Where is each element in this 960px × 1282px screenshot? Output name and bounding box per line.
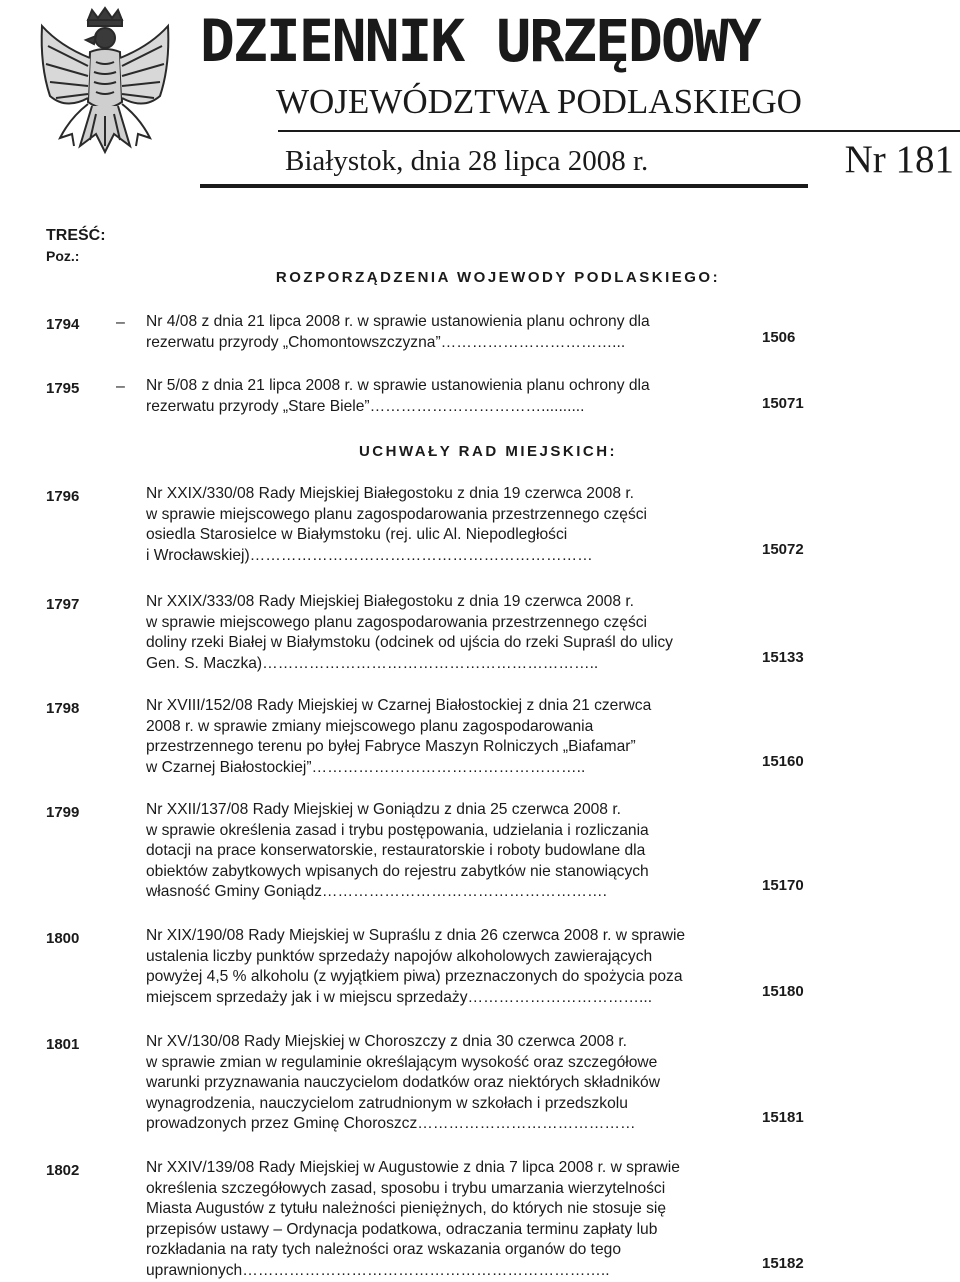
entry-line: osiedla Starosielce w Białymstoku (rej. ulic Al. Niepodległości	[146, 526, 568, 544]
entry-last-line: i Wrocławskiej)…………………………………………………………	[146, 546, 593, 564]
entry-line: warunki przyznawania nauczycielom dodatków oraz niektórych składników	[146, 1074, 660, 1092]
eagle-emblem-icon	[30, 6, 180, 184]
entry-page: 15072	[762, 541, 804, 558]
entry-line: powyżej 4,5 % alkoholu (z wyjątkiem piwa) przeznaczonych do spożycia poza	[146, 968, 683, 986]
entry-text	[146, 484, 744, 566]
entry-line: dotacji na prace konserwatorskie, restauratorskie i roboty budowlane dla	[146, 842, 646, 860]
entry-line: w sprawie określenia zasad i trybu postępowania, udzielania i rozliczania	[146, 821, 649, 839]
entry-line: ustalenia liczby punktów sprzedaży napojów alkoholowych zawierających	[146, 947, 653, 965]
entry-page: 15160	[762, 753, 804, 770]
entry-line: przepisów ustawy – Ordynacja podatkowa, odraczania terminu zapłaty lub	[146, 1220, 658, 1238]
entry-line: Nr XV/130/08 Rady Miejskiej w Choroszczy z dnia 30 czerwca 2008 r.	[146, 1033, 628, 1050]
entry-last-line: uprawnionych……………………………………………………………..	[146, 1261, 610, 1279]
entry-page: 15170	[762, 877, 804, 894]
entry-line: Nr XIX/190/08 Rady Miejskiej w Supraślu z dnia 26 czerwca 2008 r. w sprawie	[146, 927, 686, 944]
header-rule-bottom	[200, 184, 808, 188]
entry-last-line: rezerwatu przyrody „Chomontowszczyzna”……………………………...	[146, 333, 626, 351]
entry-text	[146, 376, 744, 417]
entry-line: 2008 r. w sprawie zmiany miejscowego planu zagospodarowania	[146, 717, 594, 735]
entry-line: Nr XXIX/330/08 Rady Miejskiej Białegostoku z dnia 19 czerwca 2008 r.	[146, 485, 634, 502]
entry-line: Nr XXIX/333/08 Rady Miejskiej Białegostoku z dnia 19 czerwca 2008 r.	[146, 593, 634, 610]
entry-text	[146, 800, 744, 903]
entry-number: 1802	[46, 1162, 80, 1179]
entry-line: Miasta Augustów z tytułu należności pieniężnych, do których nie stosuje się	[146, 1200, 667, 1218]
section-heading-resolutions: UCHWAŁY RAD MIEJSKICH:	[358, 443, 618, 460]
entry-text	[146, 1032, 744, 1135]
entry-line: Nr 4/08 z dnia 21 lipca 2008 r. w sprawie ustanowienia planu ochrony dla	[146, 313, 650, 330]
entry-line: doliny rzeki Białej w Białymstoku (odcinek od ujścia do rzeki Supraśl do ulicy	[146, 634, 673, 652]
journal-subtitle: WOJEWÓDZTWA PODLASKIEGO	[276, 82, 802, 121]
entry-dash: –	[116, 314, 125, 331]
entry-number: 1797	[46, 596, 80, 613]
entry-line: w sprawie miejscowego planu zagospodarowania przestrzennego części	[146, 613, 648, 631]
section-heading-regulations: ROZPORZĄDZENIA WOJEWODY PODLASKIEGO:	[275, 269, 721, 286]
entry-page: 1506	[762, 329, 796, 346]
contents-heading: TREŚĆ:	[46, 227, 106, 244]
entry-line: obiektów zabytkowych wpisanych do rejestru zabytków nie stanowiących	[146, 862, 649, 880]
entry-number: 1800	[46, 930, 80, 947]
entry-text	[146, 926, 744, 1008]
entry-last-line: miejscem sprzedaży jak i w miejscu sprzedaży……………………………...	[146, 988, 653, 1006]
entry-number: 1798	[46, 700, 80, 717]
entry-text	[146, 592, 744, 674]
entry-page: 15180	[762, 983, 804, 1000]
entry-line: Nr XXII/137/08 Rady Miejskiej w Goniądzu z dnia 25 czerwca 2008 r.	[146, 801, 621, 818]
entry-line: przestrzennego terenu po byłej Fabryce Maszyn Rolniczych „Biafamar”	[146, 738, 636, 756]
entry-last-line: rezerwatu przyrody „Stare Biele”……………………………..........	[146, 397, 585, 415]
issue-number: Nr 181	[844, 138, 954, 181]
position-label: Poz.:	[46, 248, 80, 264]
entry-line: rozkładania na raty tych należności oraz wskazania organów do tego	[146, 1241, 622, 1259]
entry-last-line: w Czarnej Białostockiej”……………………………………………..	[146, 758, 586, 776]
entry-text	[146, 696, 744, 778]
entry-line: wynagrodzenia, nauczycielom zatrudnionym w szkołach i przedszkolu	[146, 1094, 628, 1112]
entry-text	[146, 1158, 744, 1282]
entry-page: 15181	[762, 1109, 804, 1126]
entry-line: Nr 5/08 z dnia 21 lipca 2008 r. w sprawie ustanowienia planu ochrony dla	[146, 377, 650, 394]
entry-number: 1801	[46, 1036, 80, 1053]
entry-number: 1796	[46, 488, 80, 505]
entry-page: 15182	[762, 1255, 804, 1272]
entry-text	[146, 312, 744, 353]
entry-last-line: własność Gminy Goniądz……………………………………………….	[146, 883, 607, 901]
entry-last-line: prowadzonych przez Gminę Choroszcz……………………………………	[146, 1115, 636, 1133]
entry-page: 15071	[762, 395, 804, 412]
entry-line: w sprawie zmian w regulaminie określającym wysokość oraz szczegółowe	[146, 1053, 658, 1071]
entry-line: Nr XVIII/152/08 Rady Miejskiej w Czarnej Białostockiej z dnia 21 czerwca	[146, 697, 652, 714]
entry-line: określenia szczegółowych zasad, sposobu i trybu umarzania wierzytelności	[146, 1179, 666, 1197]
entry-dash: –	[116, 378, 125, 395]
journal-title: DZIENNIK URZĘDOWY	[200, 7, 760, 75]
entry-number: 1794	[46, 316, 80, 333]
place-and-date: Białystok, dnia 28 lipca 2008 r.	[285, 145, 649, 177]
entry-number: 1795	[46, 380, 80, 397]
entry-line: w sprawie miejscowego planu zagospodarowania przestrzennego części	[146, 505, 648, 523]
entry-number: 1799	[46, 804, 80, 821]
entry-last-line: Gen. S. Maczka)………………………………………………………..	[146, 654, 599, 672]
entry-line: Nr XXIV/139/08 Rady Miejskiej w Augustowie z dnia 7 lipca 2008 r. w sprawie	[146, 1159, 680, 1176]
entry-page: 15133	[762, 649, 804, 666]
